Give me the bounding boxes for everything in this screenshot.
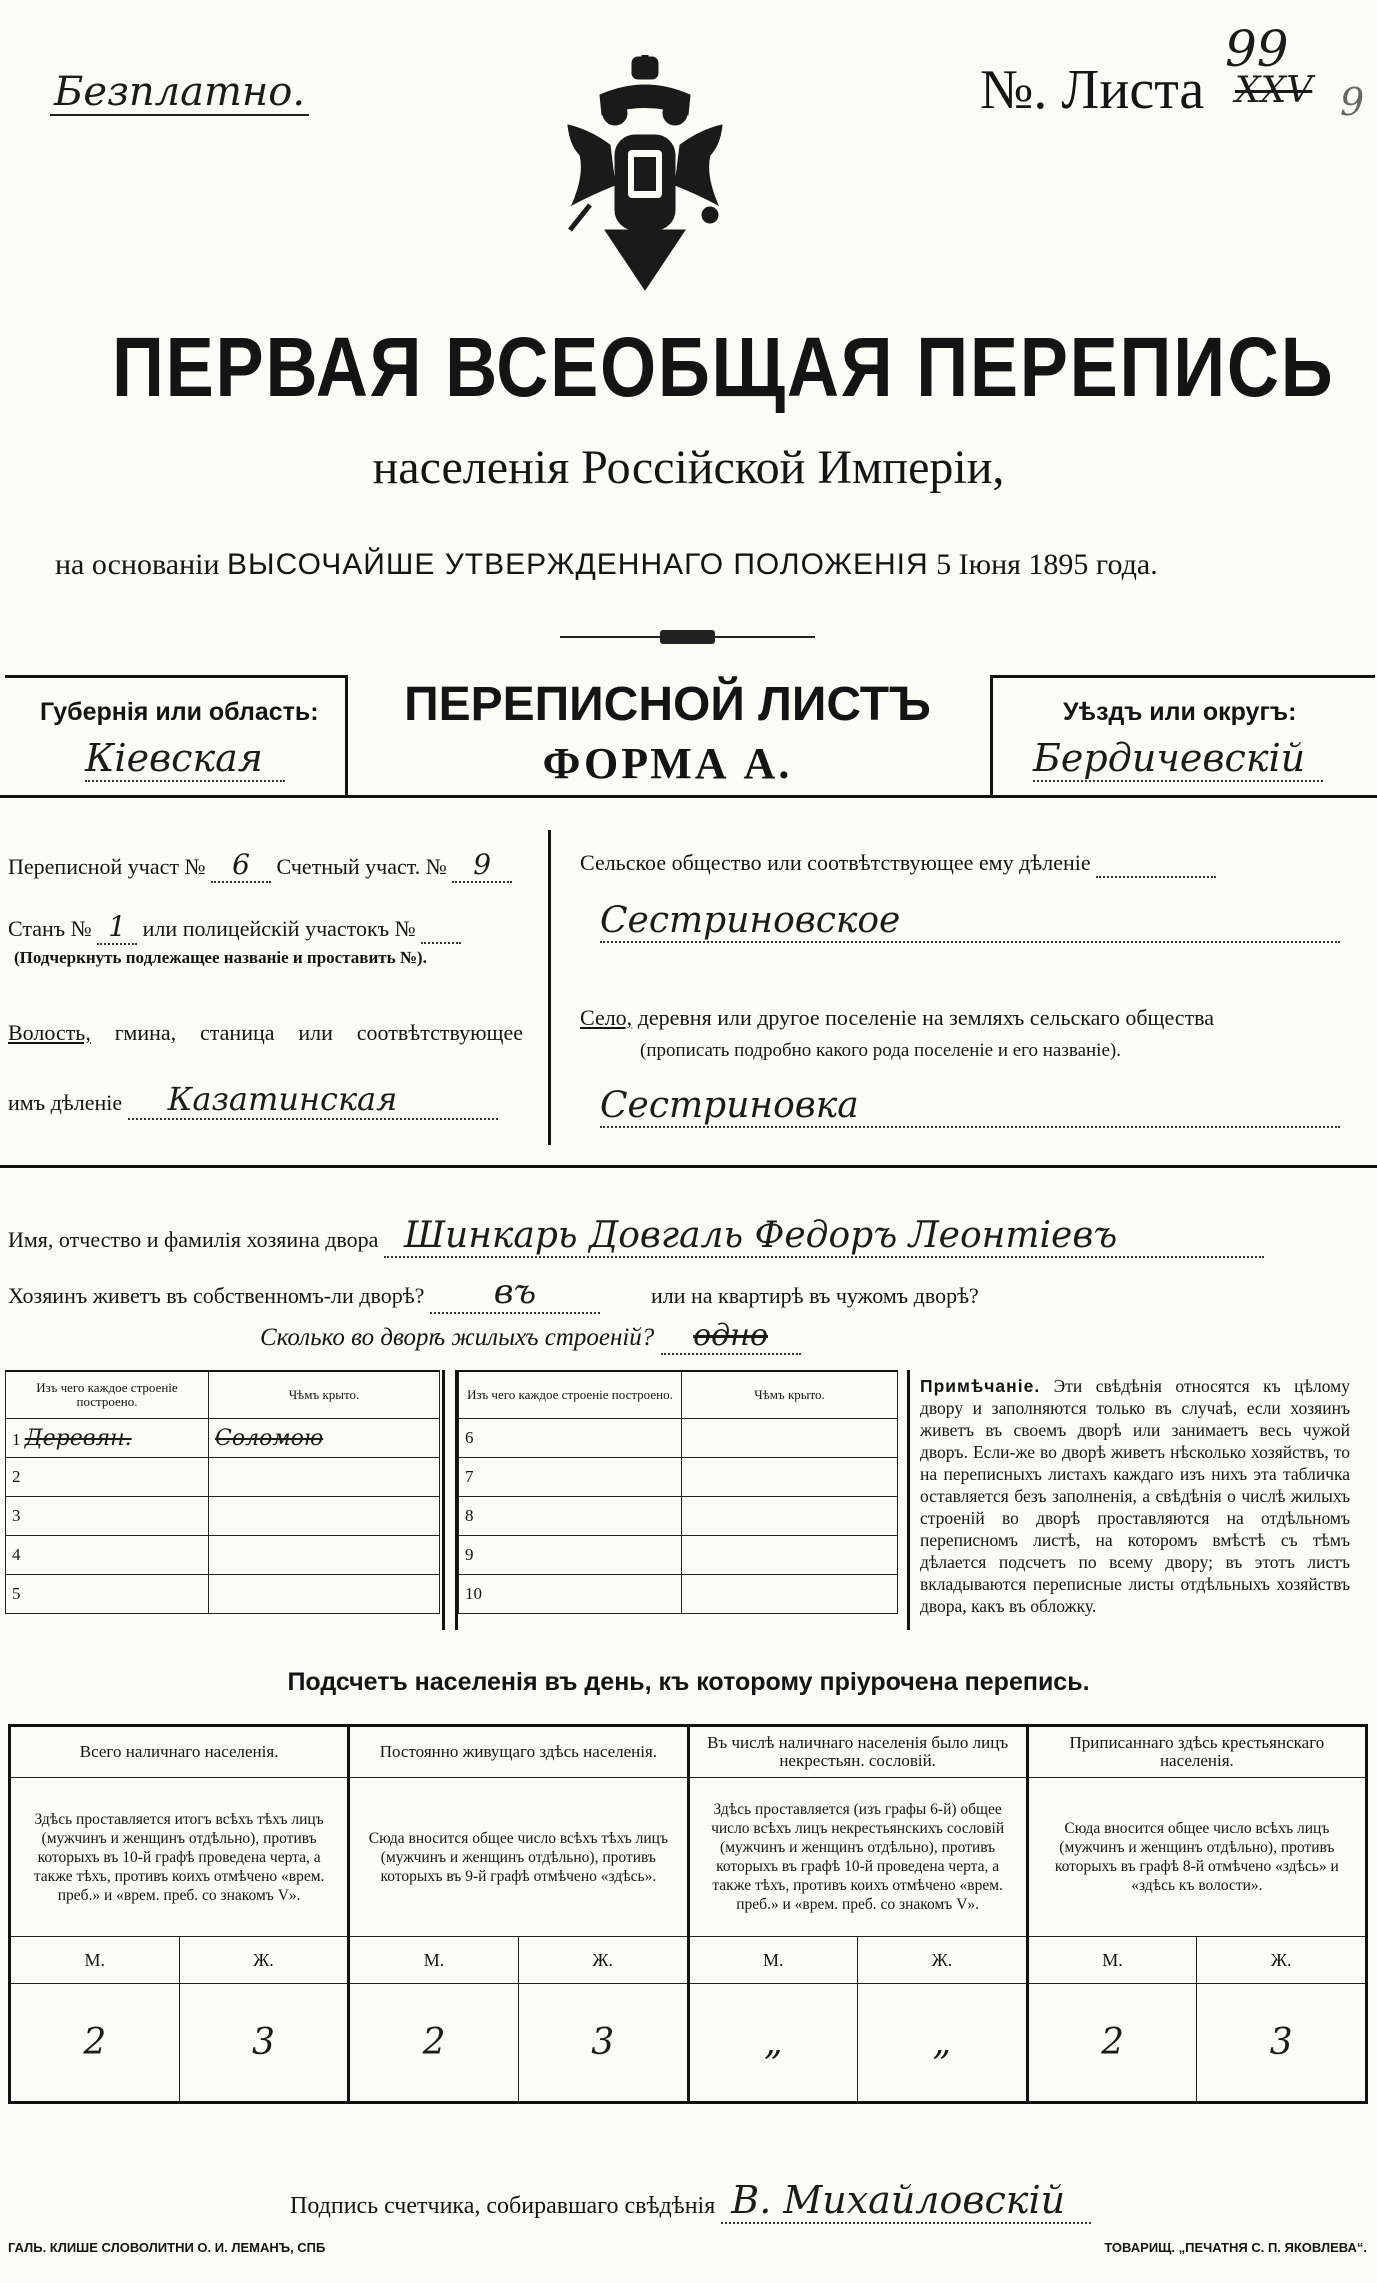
- residence-row: [8, 1272, 979, 1314]
- sheet-number-old: XXV: [1235, 70, 1313, 111]
- free-stamp: Безплатно.: [50, 70, 309, 116]
- page-title: ПЕРВАЯ ВСЕОБЩАЯ ПЕРЕПИСЬ: [112, 320, 1335, 414]
- row-number: 2: [6, 1458, 209, 1497]
- col-registered-desc: Сюда вносится общее число всѣхъ лицъ (мужчинъ и женщинъ отдѣльно), противъ которыхъ въ графѣ 8-й отмѣчено «здѣсь» и «здѣсь къ волости».: [1027, 1778, 1366, 1937]
- police-label: или полицейскій участокъ №: [142, 916, 416, 941]
- female-header: Ж.: [1197, 1937, 1367, 1984]
- female-header: Ж.: [179, 1937, 349, 1984]
- buildings-question: Сколько во дворѣ жилыхъ строеній?: [260, 1324, 655, 1351]
- form-title: ПЕРЕПИСНОЙ ЛИСТЪ: [404, 678, 931, 731]
- owner-row: [8, 1215, 1264, 1258]
- col-roof-header: Чѣмъ крыто.: [209, 1371, 440, 1419]
- district-value: Бердичевскій: [1033, 736, 1323, 782]
- volost-word-3: станица: [200, 1020, 275, 1045]
- row-number: 8: [459, 1497, 682, 1536]
- count-section-label: Счетный участ. №: [276, 854, 447, 879]
- male-header: М.: [10, 1937, 180, 1984]
- stan-label: Станъ №: [8, 916, 92, 941]
- row-number: 9: [459, 1536, 682, 1575]
- row-number: 5: [6, 1575, 209, 1614]
- buildings-table-right: [458, 1370, 898, 1614]
- location-divider: [548, 830, 551, 1145]
- society-label: Сельское общество или соотвѣтствующее ему дѣленіе: [580, 850, 1091, 875]
- province-value: Кіевская: [85, 736, 285, 782]
- ornament-divider: [560, 630, 815, 644]
- basis-caps: ВЫСОЧАЙШЕ УТВЕРЖДЕННАГО ПОЛОЖЕНІЯ: [227, 548, 929, 581]
- col-nonpeasant-title: Въ числѣ наличнаго населенія было лицъ некрестьян. сословій.: [688, 1726, 1027, 1778]
- note-heading: Примѣчаніе.: [920, 1376, 1041, 1396]
- village-value: Сестриновка: [600, 1085, 1340, 1128]
- col-roof-header: Чѣмъ крыто.: [682, 1371, 898, 1419]
- society-value: Сестриновское: [600, 900, 1340, 943]
- material-cell: Деревян.: [24, 1425, 132, 1451]
- volost-word-1: Волость,: [8, 1020, 91, 1045]
- margin-mark: 9: [1340, 80, 1365, 124]
- male-header: М.: [349, 1937, 519, 1984]
- rule-middle: [0, 1165, 1377, 1168]
- permanent-male-cell: [349, 1984, 519, 2103]
- table-split: [442, 1370, 458, 1630]
- stan-row: [8, 910, 461, 945]
- row-number: 7: [459, 1458, 682, 1497]
- volost-line: [8, 1020, 523, 1046]
- row-number: 4: [6, 1536, 209, 1575]
- table-row: [6, 1497, 440, 1536]
- district-label: Уѣздъ или округъ:: [1063, 698, 1297, 726]
- buildings-answer: одно: [661, 1318, 801, 1355]
- row-number: 6: [459, 1419, 682, 1458]
- permanent-male-value: 2: [422, 2022, 446, 2063]
- present-male-value: 2: [83, 2022, 107, 2063]
- printer-right: ТОВАРИЩ. „ПЕЧАТНЯ С. П. ЯКОВЛЕВА“.: [1104, 2240, 1367, 2255]
- female-header: Ж.: [858, 1937, 1028, 1984]
- permanent-female-value: 3: [591, 2022, 615, 2063]
- counter-signature: В. Михайловскій: [721, 2178, 1091, 2224]
- nonpeasant-female-value: „: [932, 2022, 952, 2063]
- col-material-header: Изъ чего каждое строеніе построено.: [459, 1371, 682, 1419]
- registered-female-cell: [1197, 1984, 1367, 2103]
- population-table: [8, 1724, 1368, 2104]
- district-box: [990, 675, 1375, 798]
- printer-left: ГАЛЬ. КЛИШЕ СЛОВОЛИТНИ О. И. ЛЕМАНЪ, СПБ: [8, 2240, 326, 2255]
- buildings-question-row: [260, 1318, 801, 1355]
- owner-value: Шинкарь Довгаль Федоръ Леонтіевъ: [384, 1215, 1264, 1258]
- volost-word-4: или: [298, 1020, 333, 1045]
- nonpeasant-female-cell: [858, 1984, 1028, 2103]
- buildings-table-left: [5, 1370, 440, 1614]
- form-type: ФОРМА А.: [542, 739, 793, 788]
- registered-male-cell: [1027, 1984, 1197, 2103]
- village-label-underlined: Село,: [580, 1005, 633, 1030]
- roof-cell: Соломою: [215, 1425, 324, 1451]
- note-text: Эти свѣдѣнія относятся къ цѣлому двору и заполняются только въ случаѣ, если хозяинъ живетъ въ своемъ дворѣ или занимаетъ весь чужой дворъ. Если-же во дворѣ живетъ нѣсколько хозяйствъ, то на переписныхъ листахъ каждаго изъ нихъ эта табличка оставляется безъ заполненія, а свѣдѣнія о числѣ жилыхъ строеній во дворѣ проставляются на отдѣльномъ переписномъ листѣ, на которомъ вмѣстѣ съ тѣмъ дѣлается подсчетъ по всему двору; въ этотъ листъ вкладываются переписные листы отдѣльныхъ хозяйствъ двора, какъ въ обложку.: [920, 1376, 1350, 1616]
- basis-prefix: на основаніи: [55, 548, 220, 581]
- note-divider: [907, 1370, 910, 1630]
- table-row: [459, 1497, 898, 1536]
- table-row: [459, 1419, 898, 1458]
- census-section-label: Переписной участ №: [8, 854, 206, 879]
- present-female-value: 3: [251, 2022, 275, 2063]
- col-permanent-title: Постоянно живущаго здѣсь населенія.: [349, 1726, 688, 1778]
- own-yard-label: Хозяинъ живетъ въ собственномъ-ли дворѣ?: [8, 1283, 425, 1308]
- village-row: [580, 1005, 1214, 1031]
- male-header: М.: [688, 1937, 858, 1984]
- volost-word-2: гмина,: [114, 1020, 177, 1045]
- present-male-cell: [10, 1984, 180, 2103]
- row-number: 1: [12, 1429, 21, 1449]
- note-block: [920, 1375, 1350, 1617]
- present-female-cell: [179, 1984, 349, 2103]
- count-section-value: 9: [452, 848, 512, 883]
- male-header: М.: [1027, 1937, 1197, 1984]
- stan-value: 1: [97, 910, 137, 945]
- registered-male-value: 2: [1101, 2022, 1125, 2063]
- province-box: [5, 675, 348, 798]
- page-subtitle: населенія Россійской Имперіи,: [372, 441, 1005, 494]
- row-number: 10: [459, 1575, 682, 1614]
- registered-female-value: 3: [1269, 2022, 1293, 2063]
- table-row: [6, 1575, 440, 1614]
- table-row: [6, 1536, 440, 1575]
- col-present-title: Всего наличнаго населенія.: [10, 1726, 349, 1778]
- sheet-number-new: 99: [1225, 20, 1289, 78]
- nonpeasant-male-value: „: [763, 2022, 783, 2063]
- row-number: 3: [6, 1497, 209, 1536]
- basis-suffix: 5 Іюня 1895 года.: [936, 548, 1158, 581]
- signature-row: [290, 2178, 1091, 2224]
- census-section-value: 6: [211, 848, 271, 883]
- census-section-row: [8, 848, 512, 883]
- rented-label: или на квартирѣ въ чужомъ дворѣ?: [650, 1283, 979, 1308]
- table-row: [459, 1536, 898, 1575]
- rule-top: [0, 795, 1377, 798]
- legal-basis: [55, 547, 1158, 583]
- signature-label: Подпись счетчика, собиравшаго свѣдѣнія: [290, 2193, 716, 2219]
- col-material-header: Изъ чего каждое строеніе построено.: [6, 1371, 209, 1419]
- volost-line2-label: имъ дѣленіе: [8, 1090, 123, 1115]
- table-row: [6, 1419, 440, 1458]
- owner-label: Имя, отчество и фамилія хозяина двора: [8, 1227, 379, 1252]
- society-row: [580, 850, 1216, 878]
- col-registered-title: Приписаннаго здѣсь крестьянскаго населенія.: [1027, 1726, 1366, 1778]
- permanent-female-cell: [518, 1984, 688, 2103]
- col-present-desc: Здѣсь проставляется итогъ всѣхъ тѣхъ лицъ (мужчинъ и женщинъ отдѣльно), противъ которыхъ въ 10-й графѣ проведена черта, а также тѣхъ, противъ коихъ отмѣчено «врем. преб.» и «врем. преб. со знакомъ V».: [10, 1778, 349, 1937]
- sheet-number-label: №. Листа: [980, 59, 1205, 121]
- col-permanent-desc: Сюда вносится общее число всѣхъ тѣхъ лицъ (мужчинъ и женщинъ отдѣльно), противъ которыхъ въ 9-й графѣ отмѣчено «здѣсь».: [349, 1778, 688, 1937]
- nonpeasant-male-cell: [688, 1984, 858, 2103]
- table-row: [459, 1458, 898, 1497]
- col-nonpeasant-desc: Здѣсь проставляется (изъ графы 6-й) общее число всѣхъ лицъ некрестьянскихъ сословій (мужчинъ и женщинъ отдѣльно), противъ которыхъ въ графѣ 10-й проведена черта, а также тѣхъ, противъ коихъ отмѣчено «врем. преб.» и «врем. преб. со знакомъ V».: [688, 1778, 1027, 1937]
- province-label: Губернія или область:: [40, 698, 319, 726]
- village-label-rest: деревня или другое поселеніе на земляхъ сельскаго общества: [637, 1005, 1215, 1030]
- population-heading: Подсчетъ населенія въ день, къ которому пріурочена перепись.: [287, 1668, 1090, 1696]
- double-headed-eagle-emblem: [560, 55, 730, 295]
- female-header: Ж.: [518, 1937, 688, 1984]
- volost-value: Казатинская: [128, 1080, 498, 1120]
- volost-row: [8, 1080, 498, 1120]
- stan-note: (Подчеркнуть подлежащее названіе и проставить №).: [14, 948, 427, 967]
- table-row: [6, 1458, 440, 1497]
- volost-word-5: соотвѣтствующее: [356, 1020, 523, 1045]
- table-row: [459, 1575, 898, 1614]
- own-yard-value: въ: [430, 1272, 600, 1314]
- village-note: (прописать подробно какого рода поселеніе и его названіе).: [640, 1040, 1121, 1061]
